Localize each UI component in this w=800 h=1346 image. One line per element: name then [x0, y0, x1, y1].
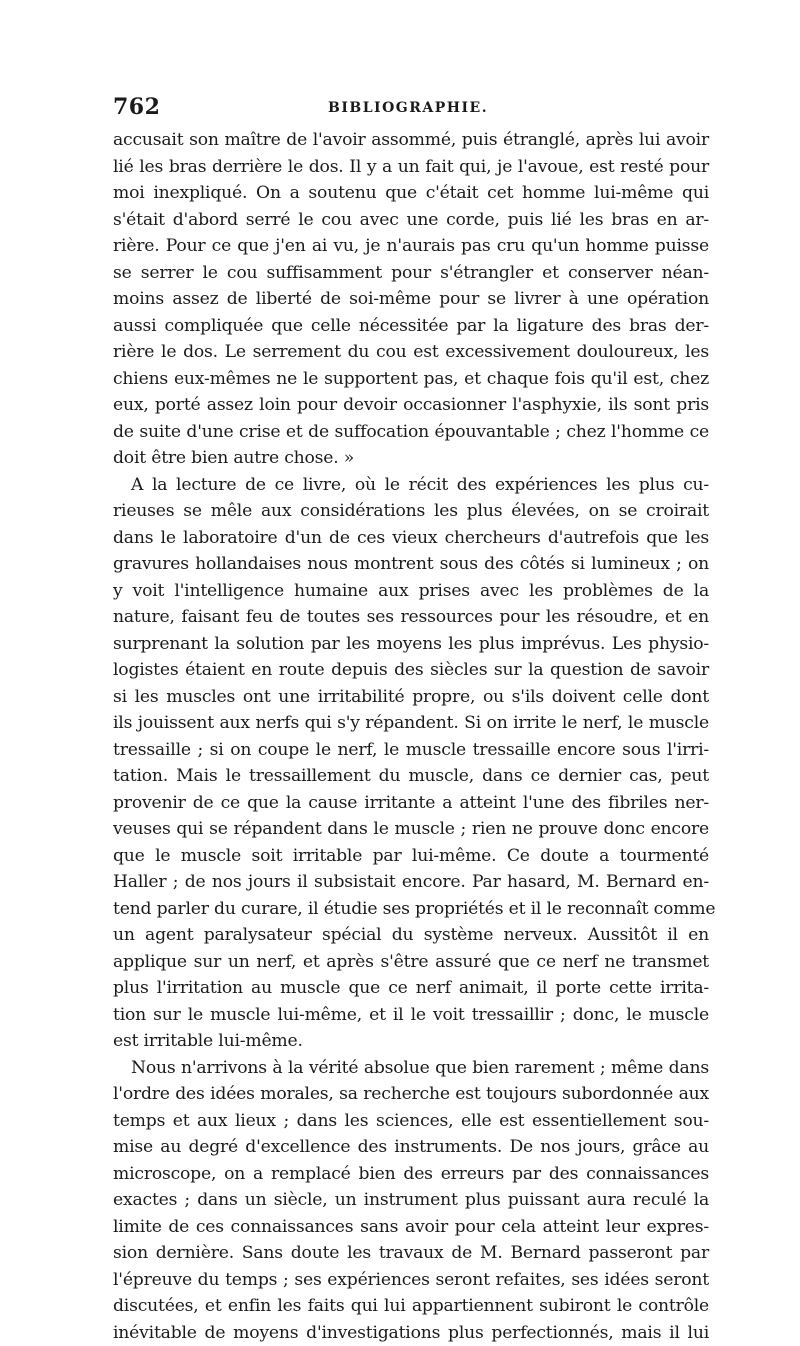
text-line: Nous n'arrivons à la vérité absolue que bien rarement ; même dans [113, 1055, 709, 1082]
text-line: limite de ces connaissances sans avoir pour cela atteint leur expres- [113, 1214, 709, 1241]
text-line: ils jouissent aux nerfs qui s'y répandent. Si on irrite le nerf, le muscle [113, 710, 709, 737]
text-line: temps et aux lieux ; dans les sciences, elle est essentiellement sou- [113, 1108, 709, 1135]
text-line: est irritable lui-même. [113, 1028, 709, 1055]
text-line: un agent paralysateur spécial du système nerveux. Aussitôt il en [113, 922, 709, 949]
text-line: l'ordre des idées morales, sa recherche est toujours subordonnée aux [113, 1081, 709, 1108]
text-line: tion sur le muscle lui-même, et il le voit tressaillir ; donc, le muscle [113, 1002, 709, 1029]
text-line: s'était d'abord serré le cou avec une corde, puis lié les bras en ar- [113, 207, 709, 234]
text-line: sion dernière. Sans doute les travaux de M. Bernard passeront par [113, 1240, 709, 1267]
text-line: discutées, et enfin les faits qui lui appartiennent subiront le contrôle [113, 1293, 709, 1320]
text-line: logistes étaient en route depuis des siècles sur la question de savoir [113, 657, 709, 684]
text-line: rieuses se mêle aux considérations les plus élevées, on se croirait [113, 498, 709, 525]
text-line: dans le laboratoire d'un de ces vieux chercheurs d'autrefois que les [113, 525, 709, 552]
text-line: applique sur un nerf, et après s'être assuré que ce nerf ne transmet [113, 949, 709, 976]
paragraph-verite [113, 1055, 709, 1346]
text-line: exactes ; dans un siècle, un instrument plus puissant aura reculé la [113, 1187, 709, 1214]
text-line: se serrer le cou suffisamment pour s'étrangler et conserver néan- [113, 260, 709, 287]
text-line: aussi compliquée que celle nécessitée par la ligature des bras der- [113, 313, 709, 340]
text-line: rière le dos. Le serrement du cou est excessivement douloureux, les [113, 339, 709, 366]
text-line: Haller ; de nos jours il subsistait encore. Par hasard, M. Bernard en- [113, 869, 709, 896]
text-line: A la lecture de ce livre, où le récit des expériences les plus cu- [113, 472, 709, 499]
text-line: gravures hollandaises nous montrent sous des côtés si lumineux ; on [113, 551, 709, 578]
running-title: BIBLIOGRAPHIE. [328, 100, 488, 116]
text-line: y voit l'intelligence humaine aux prises avec les problèmes de la [113, 578, 709, 605]
paragraph-continued [113, 127, 709, 472]
text-line: surprenant la solution par les moyens les plus imprévus. Les physio- [113, 631, 709, 658]
text-line: moins assez de liberté de soi-même pour se livrer à une opération [113, 286, 709, 313]
text-body [113, 127, 709, 1346]
text-line: microscope, on a remplacé bien des erreurs par des connaissances [113, 1161, 709, 1188]
text-line: accusait son maître de l'avoir assommé, puis étranglé, après lui avoir [113, 127, 709, 154]
text-line: moi inexpliqué. On a soutenu que c'était cet homme lui-même qui [113, 180, 709, 207]
paragraph-curare [113, 472, 709, 1055]
text-line: inévitable de moyens d'investigations plus perfectionnés, mais il lui [113, 1320, 709, 1346]
text-line: plus l'irritation au muscle que ce nerf animait, il porte cette irrita- [113, 975, 709, 1002]
text-line: eux, porté assez loin pour devoir occasionner l'asphyxie, ils sont pris [113, 392, 709, 419]
text-line: chiens eux-mêmes ne le supportent pas, et chaque fois qu'il est, chez [113, 366, 709, 393]
text-line: si les muscles ont une irritabilité propre, ou s'ils doivent celle dont [113, 684, 709, 711]
text-line: nature, faisant feu de toutes ses ressources pour les résoudre, et en [113, 604, 709, 631]
text-line: tation. Mais le tressaillement du muscle, dans ce dernier cas, peut [113, 763, 709, 790]
text-line: lié les bras derrière le dos. Il y a un fait qui, je l'avoue, est resté pour [113, 154, 709, 181]
text-line: de suite d'une crise et de suffocation épouvantable ; chez l'homme ce [113, 419, 709, 446]
text-line: que le muscle soit irritable par lui-même. Ce doute a tourmenté [113, 843, 709, 870]
text-line: tressaille ; si on coupe le nerf, le muscle tressaille encore sous l'irri- [113, 737, 709, 764]
page-number: 762 [113, 94, 160, 120]
text-line: l'épreuve du temps ; ses expériences seront refaites, ses idées seront [113, 1267, 709, 1294]
text-line: veuses qui se répandent dans le muscle ; rien ne prouve donc encore [113, 816, 709, 843]
text-line: mise au degré d'excellence des instruments. De nos jours, grâce au [113, 1134, 709, 1161]
text-line: provenir de ce que la cause irritante a atteint l'une des fibriles ner- [113, 790, 709, 817]
text-line: rière. Pour ce que j'en ai vu, je n'aurais pas cru qu'un homme puisse [113, 233, 709, 260]
text-line: doit être bien autre chose. » [113, 445, 709, 472]
running-head [113, 94, 701, 126]
text-line: tend parler du curare, il étudie ses propriétés et il le reconnaît comme [113, 896, 709, 923]
